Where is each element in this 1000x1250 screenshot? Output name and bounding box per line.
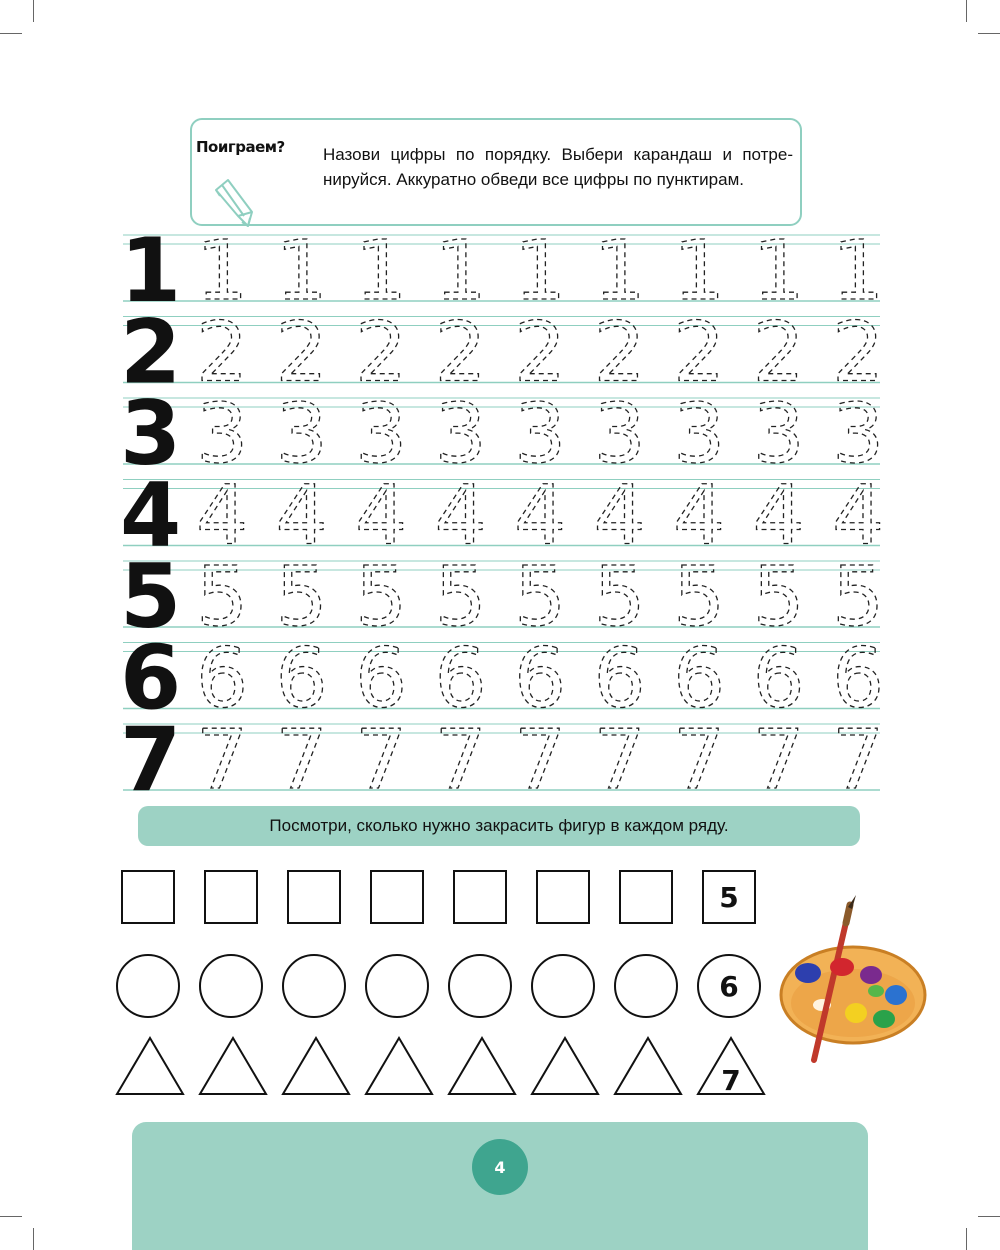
digit-3-trace[interactable]: 3 bbox=[434, 387, 487, 482]
square-shape[interactable] bbox=[536, 870, 590, 924]
svg-text:7: 7 bbox=[721, 1064, 741, 1096]
digit-5-trace[interactable]: 5 bbox=[673, 550, 726, 645]
digit-5-trace[interactable]: 5 bbox=[275, 550, 328, 645]
instruction-text: Назови цифры по порядку. Выбери карандаш и потре-нируйся. Аккуратно обведи все цифры по пунктирам. bbox=[323, 145, 793, 189]
digit-5-trace[interactable]: 5 bbox=[514, 550, 567, 645]
digit-6-trace[interactable]: 6 bbox=[196, 631, 249, 727]
digit-2-trace[interactable]: 2 bbox=[593, 305, 646, 401]
digit-7-trace[interactable]: 7 bbox=[832, 713, 885, 800]
triangle-shape[interactable] bbox=[198, 1036, 268, 1096]
circle-shape[interactable] bbox=[531, 954, 595, 1018]
digit-4-trace[interactable]: 4 bbox=[196, 468, 249, 564]
digit-3-trace[interactable]: 3 bbox=[355, 387, 408, 482]
digit-4-sample: 4 bbox=[120, 463, 182, 567]
circle-shape[interactable] bbox=[282, 954, 346, 1018]
digit-7-trace[interactable]: 7 bbox=[196, 713, 249, 800]
square-shape[interactable] bbox=[287, 870, 341, 924]
digit-1-trace[interactable]: 1 bbox=[434, 224, 487, 319]
crop-mark bbox=[966, 1228, 967, 1250]
circle-shape[interactable] bbox=[116, 954, 180, 1018]
triangle-shape[interactable] bbox=[447, 1036, 517, 1096]
digit-2-trace[interactable]: 2 bbox=[673, 305, 726, 401]
digit-6-trace[interactable]: 6 bbox=[832, 631, 885, 727]
square-shape[interactable] bbox=[619, 870, 673, 924]
digit-3-sample: 3 bbox=[120, 382, 182, 485]
square-shape[interactable] bbox=[453, 870, 507, 924]
digit-2-trace[interactable]: 2 bbox=[832, 305, 885, 401]
digit-4-trace[interactable]: 4 bbox=[832, 468, 885, 564]
digit-2-trace[interactable]: 2 bbox=[434, 305, 487, 401]
digit-6-sample: 6 bbox=[120, 626, 182, 730]
digit-4-trace[interactable]: 4 bbox=[355, 468, 408, 564]
digit-7-trace[interactable]: 7 bbox=[355, 713, 408, 800]
digit-2-trace[interactable]: 2 bbox=[752, 305, 805, 401]
digit-5-trace[interactable]: 5 bbox=[434, 550, 487, 645]
square-shape[interactable] bbox=[370, 870, 424, 924]
square-shape[interactable] bbox=[121, 870, 175, 924]
digit-7-trace[interactable]: 7 bbox=[593, 713, 646, 800]
triangle-shape[interactable] bbox=[613, 1036, 683, 1096]
digit-6-trace[interactable]: 6 bbox=[275, 631, 328, 727]
digit-1-trace[interactable]: 1 bbox=[673, 224, 726, 319]
page-number-text: 4 bbox=[494, 1157, 506, 1177]
digit-3-trace[interactable]: 3 bbox=[752, 387, 805, 482]
crop-mark bbox=[33, 1228, 34, 1250]
digit-4-trace[interactable]: 4 bbox=[593, 468, 646, 564]
crop-mark bbox=[0, 1216, 22, 1217]
digit-3-trace[interactable]: 3 bbox=[832, 387, 885, 482]
digit-5-trace[interactable]: 5 bbox=[752, 550, 805, 645]
digit-5-trace[interactable]: 5 bbox=[196, 550, 249, 645]
digit-5-trace[interactable]: 5 bbox=[832, 550, 885, 645]
page-number bbox=[472, 1139, 528, 1195]
digit-4-trace[interactable]: 4 bbox=[752, 468, 805, 564]
digit-3-trace[interactable]: 3 bbox=[673, 387, 726, 482]
task-banner-text: Посмотри, сколько нужно закрасить фигур в каждом ряду. bbox=[269, 816, 729, 835]
digit-1-trace[interactable]: 1 bbox=[593, 224, 646, 319]
digit-2-trace[interactable]: 2 bbox=[514, 305, 567, 401]
digit-1-trace[interactable]: 1 bbox=[196, 224, 249, 319]
digit-7-trace[interactable]: 7 bbox=[275, 713, 328, 800]
digit-4-trace[interactable]: 4 bbox=[275, 468, 328, 564]
digit-6-trace[interactable]: 6 bbox=[434, 631, 487, 727]
digit-7-trace[interactable]: 7 bbox=[514, 713, 567, 800]
digit-5-trace[interactable]: 5 bbox=[355, 550, 408, 645]
triangle-shape[interactable] bbox=[530, 1036, 600, 1096]
digit-4-trace[interactable]: 4 bbox=[434, 468, 487, 564]
crop-mark bbox=[978, 1216, 1000, 1217]
digit-6-trace[interactable]: 6 bbox=[514, 631, 567, 727]
digit-5-trace[interactable]: 5 bbox=[593, 550, 646, 645]
triangle-shape[interactable] bbox=[115, 1036, 185, 1096]
digit-3-trace[interactable]: 3 bbox=[196, 387, 249, 482]
digit-1-trace[interactable]: 1 bbox=[514, 224, 567, 319]
task-banner bbox=[138, 806, 860, 846]
digit-1-trace[interactable]: 1 bbox=[275, 224, 328, 319]
triangle-target-number bbox=[696, 1036, 766, 1096]
circle-shape[interactable] bbox=[448, 954, 512, 1018]
digit-7-trace[interactable]: 7 bbox=[673, 713, 726, 800]
digit-3-trace[interactable]: 3 bbox=[593, 387, 646, 482]
digit-6-trace[interactable]: 6 bbox=[673, 631, 726, 727]
triangle-shape[interactable] bbox=[364, 1036, 434, 1096]
digit-7-trace[interactable]: 7 bbox=[752, 713, 805, 800]
digit-3-trace[interactable]: 3 bbox=[275, 387, 328, 482]
circle-shape[interactable] bbox=[199, 954, 263, 1018]
digit-4-trace[interactable]: 4 bbox=[514, 468, 567, 564]
digit-3-trace[interactable]: 3 bbox=[514, 387, 567, 482]
digit-5-sample: 5 bbox=[120, 545, 182, 648]
circle-shape[interactable] bbox=[365, 954, 429, 1018]
square-target-number: 5 bbox=[702, 870, 756, 924]
digit-1-trace[interactable]: 1 bbox=[832, 224, 885, 319]
digit-7-trace[interactable]: 7 bbox=[434, 713, 487, 800]
digit-6-trace[interactable]: 6 bbox=[355, 631, 408, 727]
digit-2-trace[interactable]: 2 bbox=[196, 305, 249, 401]
instruction-title: Поиграем? bbox=[196, 138, 285, 156]
digit-2-trace[interactable]: 2 bbox=[355, 305, 408, 401]
paint-palette-icon bbox=[778, 895, 928, 1065]
circle-target-number: 6 bbox=[697, 954, 761, 1018]
square-shape[interactable] bbox=[204, 870, 258, 924]
triangle-shape[interactable] bbox=[281, 1036, 351, 1096]
digit-1-trace[interactable]: 1 bbox=[355, 224, 408, 319]
digit-1-sample: 1 bbox=[120, 219, 182, 322]
digit-2-trace[interactable]: 2 bbox=[275, 305, 328, 401]
circle-shape[interactable] bbox=[614, 954, 678, 1018]
digit-6-trace[interactable]: 6 bbox=[593, 631, 646, 727]
digit-1-trace[interactable]: 1 bbox=[752, 224, 805, 319]
digit-4-trace[interactable]: 4 bbox=[673, 468, 726, 564]
digit-6-trace[interactable]: 6 bbox=[752, 631, 805, 727]
digit-7-sample: 7 bbox=[120, 708, 182, 800]
digit-2-sample: 2 bbox=[120, 300, 182, 404]
